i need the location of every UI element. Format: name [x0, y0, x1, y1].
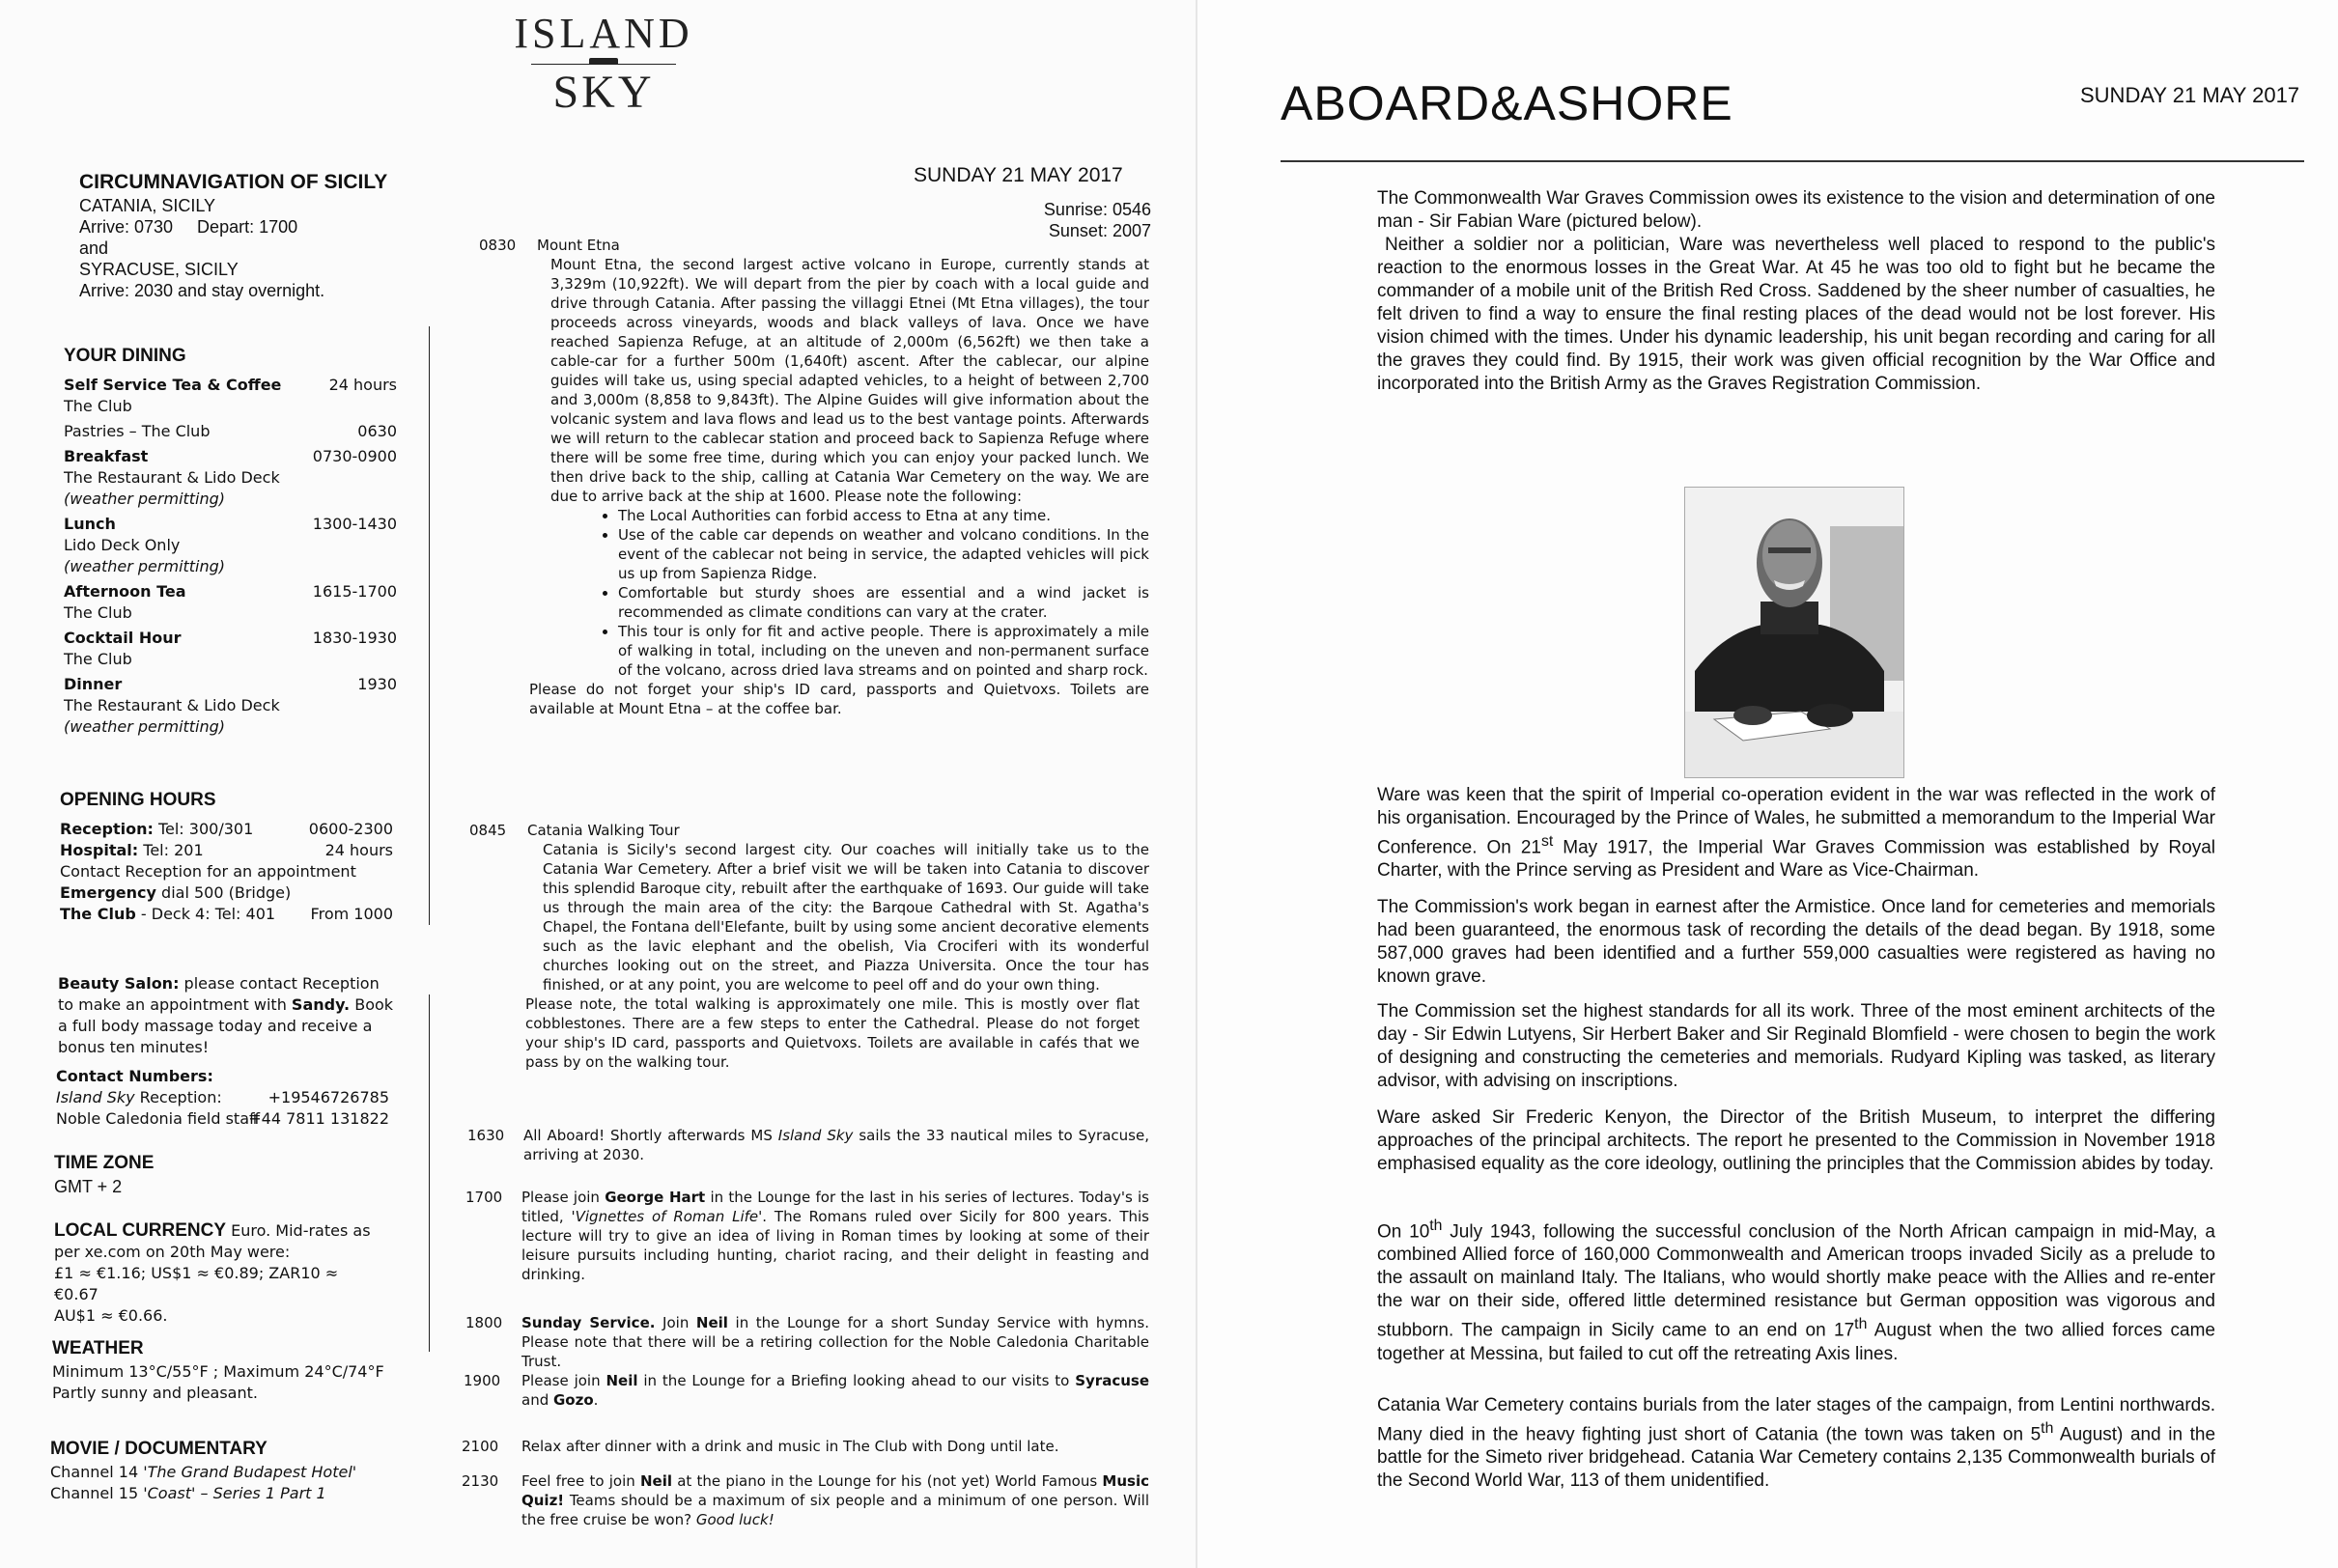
- movie-documentary: MOVIE / DOCUMENTARY Channel 14 'The Grand Budapest Hotel' Channel 15 'Coast' – Series 1 Part 1: [50, 1439, 357, 1502]
- dining-item-time: 24 hours: [328, 376, 397, 394]
- event-sunday-service: 1800 Sunday Service. Join Neil in the Lounge for a short Sunday Service with hymns. Please note that there will be a retiring collection for the Noble Caledonia Charitable Trust.: [465, 1314, 1150, 1370]
- local-currency: LOCAL CURRENCY Euro. Mid-rates as per xe.com on 20th May were: £1 ≈ €1.16; US$1 ≈ €0.89; ZAR10 ≈ €0.67 AU$1 ≈ €0.66.: [54, 1220, 371, 1325]
- dining-item: [64, 421, 397, 442]
- contact-reception-line: Contact Reception for an appointment: [60, 862, 356, 881]
- dining-list: [64, 375, 397, 738]
- dining-item-time: 0730-0900: [312, 447, 397, 465]
- dining-item-location: The Restaurant & Lido Deck: [64, 468, 280, 487]
- itinerary-title: CIRCUMNAVIGATION OF SICILY: [79, 171, 388, 193]
- dining-item-name: Afternoon Tea: [64, 582, 186, 601]
- dining-item-note: (weather permitting): [64, 717, 226, 736]
- etna-note-item: • Use of the cable car depends on weather and volcano conditions. In the event of the cablecar not being in service, the adapted vehicles will pick us up from Sapienza Ridge.: [618, 525, 1149, 583]
- dining-item-name: Breakfast: [64, 447, 149, 465]
- event-all-aboard: 1630 All Aboard! Shortly afterwards MS Island Sky sails the 33 nautical miles to Syracuse, arriving at 2030.: [467, 1127, 1149, 1163]
- masthead-rule: [1281, 160, 2304, 162]
- itinerary-and: and: [79, 238, 109, 258]
- opening-heading: OPENING HOURS: [60, 790, 216, 810]
- contact-numbers: Contact Numbers: Island Sky Reception: +19546726785 Noble Caledonia field staff +44 7811 131822: [56, 1067, 389, 1128]
- paragraph-intro: The Commonwealth War Graves Commission owes its existence to the vision and determination of one man - Sir Fabian Ware (pictured below).: [1377, 188, 2215, 232]
- dining-heading: YOUR DINING: [64, 346, 186, 366]
- programme-date: SUNDAY 21 MAY 2017: [914, 164, 1123, 186]
- paragraph-armistice: The Commission's work began in earnest after the Armistice. Once land for cemeteries and memorials had been guaranteed, the enormous task of recording the details of the dead began. By 1918, some 587,000 graves had been identified and a further 559,000 casualties were registered as having no known grave.: [1377, 897, 2215, 987]
- opening-section: [60, 790, 393, 925]
- ship-reception-number: Island Sky Reception: +19546726785: [56, 1088, 389, 1106]
- sun-times: Sunrise: 0546 Sunset: 2007: [1043, 200, 1151, 240]
- aboard-ashore-date: SUNDAY 21 MAY 2017: [2080, 83, 2300, 107]
- column-rule: [429, 326, 430, 925]
- dining-item-time: 1300-1430: [312, 515, 397, 533]
- event-mount-etna: 0830 Mount Etna Mount Etna, the second largest active volcano in Europe, currently stands at 3,329m (10,922ft). We will depart from the pier by coach with a local guide and drive through Catania. After passing the villaggi Etnei (Mt Etna villages), the tour proceeds across vineyards, woods and black valleys of lava. Once we have reached Sapienza Refuge, at an altitude of 2,000m (6,562ft) we then take a cable-car for a further 500m (1,640ft) ascent. After the cablecar, our alpine guides will take us, using special adapted vehicles, to a height of between 2,700 and 3,000m (8,858 to 9,843ft). The Alpine Guides will give information about the volcanic system and lava flows and lead us to the best vantage points. Afterwards we will return to the cablecar station and proceed back to Sapienza Refuge where there will be some free time, during which you can enjoy your packed lunch. We then drive back to the ship, calling at Catania War Cemetery on the way. We are due to arrive back at the ship at 1600. Please note the following: • The Local Authorities can forbid access to Etna at any time. • Use of the cable car depends on weather and volcano conditions. In the event of the cablecar not being in service, the adapted vehicles will pick us up from Sapienza Ridge. • Comfortable but sturdy shoes are essential and a wind jacket is recommended as climate conditions can vary at the crater. • This tour is only for fit and active people. There is approximately a mile of walking in total, including on the uneven and non-permanent surface of the volcano, across dried lava streams and on pointed and sharp rock. Please do not forget your ship's ID card, passports and Quietvoxs. Toilets are available at Mount Etna – at the coffee bar.: [454, 236, 1149, 718]
- paragraph-ware: Neither a soldier nor a politician, Ware was nevertheless well placed to respond to the public's reaction to the enormous losses in the Great War. At 45 he was too old to fight but he became the commander of a mobile unit of the British Red Cross. Saddened by the sheer number of casualties, he felt driven to find a way to ensure the final resting places of the dead would not be lost forever. His vision chimed with the times. Under his dynamic leadership, his unit began recording and caring for all the graves they could find. By 1915, their work was given official recognition by the War Office and incorporated into the British Army as the Graves Registration Commission.: [1377, 235, 2215, 394]
- dining-item-time: 1615-1700: [312, 582, 397, 601]
- dining-item-location: The Restaurant & Lido Deck: [64, 696, 280, 714]
- paragraph-standards: The Commission set the highest standards for all its work. Three of the most eminent architects of the day - Sir Edwin Lutyens, Sir Herbert Baker and Sir Reginald Blomfield - were chosen to begin the work of designing and constructing the cemeteries and memorials. Rudyard Kipling was tasked, as literary advisor, with advising on inscriptions.: [1377, 1001, 2215, 1091]
- field-staff-number: Noble Caledonia field staff +44 7811 131822: [56, 1109, 389, 1128]
- right-page: [1197, 0, 2338, 1568]
- itinerary-block: [79, 170, 446, 301]
- dining-item-location: The Club: [64, 650, 132, 668]
- fabian-ware-photo: [1684, 487, 1904, 778]
- event-music-quiz: 2130 Feel free to join Neil at the piano in the Lounge for his (not yet) World Famous Music Quiz! Teams should be a maximum of six people and a minimum of one person. Will the free cruise be won? Good luck!: [462, 1472, 1149, 1528]
- dining-item-note: (weather permitting): [64, 490, 226, 508]
- dining-item-name: Cocktail Hour: [64, 629, 182, 647]
- dining-item-note: (weather permitting): [64, 557, 226, 575]
- paragraph-catania-cemetery: Catania War Cemetery contains burials from the later stages of the campaign, from Lentini northwards. Many died in the heavy fighting just short of Catania (the town was taken on 5th August) and in the battle for the Simeto river bridgehead. Catania War Cemetery contains 2,135 Commonwealth burials of the Second World War, 113 of them unidentified.: [1377, 1395, 2216, 1492]
- event-walking-tour: 0845 Catania Walking Tour Catania is Sicily's second largest city. Our coaches will initially take us to the Catania War Cemetery. After a brief visit we will be taken into Catania to discover this splendid Baroque city, rebuilt after the earthquake of 1693. Our guide will take us through the main area of the city: the Barqoue Cathedral with St. Agatha's Chapel, the Fontana dell'Elefante, built by using some ancient decorative elements such as the lavic elephant and the obelish, Via Crociferi with its wonderful churches looking out on the street, and Piazza Universita. Once the tour has finished, or at any point, you are welcome to peel off and do your own thing. Please note, the total walking is approximately one mile. This is mostly over flat cobblestones. There are a few steps to enter the Cathedral. Please do not forget your ship's ID card, passports and Quietvoxs. Toilets are available in cafés that we pass by on the walking tour.: [469, 822, 1149, 1071]
- weather: WEATHER Minimum 13°C/55°F ; Maximum 24°C/74°F Partly sunny and pleasant.: [52, 1338, 384, 1402]
- club-row: The Club - Deck 4: Tel: 401 From 1000: [60, 905, 393, 923]
- dining-section: [64, 346, 397, 742]
- emergency-row: Emergency dial 500 (Bridge): [60, 883, 292, 902]
- reception-row: Reception: Tel: 300/301 0600-2300: [60, 820, 393, 838]
- event-relax: 2100 Relax after dinner with a drink and music in The Club with Dong until late.: [462, 1438, 1059, 1455]
- itinerary-arrive-2: Arrive: 2030 and stay overnight.: [79, 281, 325, 300]
- dining-item: [64, 628, 397, 670]
- dining-item: [64, 514, 397, 577]
- etna-note-item: • This tour is only for fit and active people. There is approximately a mile of walking in total, including on the uneven and non-permanent surface of the volcano, across dried lava streams and on pointed and sharp rock.: [618, 622, 1149, 680]
- dining-item-time: 1830-1930: [312, 629, 397, 647]
- itinerary-arrive-1: Arrive: 0730 Depart: 1700: [79, 217, 298, 237]
- column-rule-lower: [429, 994, 430, 1352]
- paragraph-imperial: Ware was keen that the spirit of Imperial co-operation evident in the war was reflected in the work of his organisation. Encouraged by the Prince of Wales, he submitted a memorandum to the Imperial War Conference. On 21st May 1917, the Imperial War Graves Commission was established by Royal Charter, with the Prince serving as President and Ware as Vice-Chairman.: [1377, 785, 2215, 882]
- paragraph-sicily-campaign: On 10th July 1943, following the successful conclusion of the North African campaign in mid-May, a combined Allied force of 160,000 Commonwealth and American troops invaded Sicily as a prelude to the assault on mainland Italy. The Italians, who would shortly make peace with the Allies and re-enter the war on their side, offered little determined resistance but German opposition was vigorous and stubborn. The campaign in Sicily came to an end on 17th August when the two allied forces came together at Messina, but failed to cut off the retreating Axis lines.: [1377, 1218, 2215, 1364]
- dining-item-time: 0630: [357, 422, 397, 440]
- dining-item-location: Lido Deck Only: [64, 536, 181, 554]
- dining-item-time: 1930: [357, 675, 397, 693]
- itinerary-port-2: SYRACUSE, SICILY: [79, 260, 239, 279]
- etna-note-item: • The Local Authorities can forbid access to Etna at any time.: [618, 506, 1149, 525]
- dining-item: [64, 446, 397, 510]
- etna-note-item: • Comfortable but sturdy shoes are essential and a wind jacket is recommended as climate conditions can vary at the crater.: [618, 583, 1149, 622]
- dining-item-location: The Club: [64, 603, 132, 622]
- hospital-row: Hospital: Tel: 201 24 hours: [60, 841, 393, 859]
- island-sky-logo: ISLAND SKY: [514, 10, 693, 118]
- event-briefing: 1900 Please join Neil in the Lounge for a Briefing looking ahead to our visits to Syracuse and Gozo.: [464, 1372, 1149, 1409]
- etna-notes-list: [599, 506, 1149, 680]
- time-zone: TIME ZONE GMT + 2: [54, 1153, 155, 1196]
- itinerary-port-1: CATANIA, SICILY: [79, 196, 216, 215]
- dining-item-name: Lunch: [64, 515, 116, 533]
- dining-item-name: Dinner: [64, 675, 123, 693]
- dining-item-location: The Club: [64, 397, 132, 415]
- paragraph-kenyon: Ware asked Sir Frederic Kenyon, the Director of the British Museum, to interpret the differing approaches of the principal architects. The report he presented to the Commission in November 1918 emphasised equality as the core ideology, outlining the principles that the Commission abides by today.: [1377, 1107, 2215, 1174]
- dining-item: [64, 375, 397, 417]
- portrait-illustration: [1685, 488, 1903, 777]
- ship-icon: [531, 58, 676, 68]
- dining-item: [64, 581, 397, 624]
- dining-item: [64, 674, 397, 738]
- dining-item-name: Pastries – The Club: [64, 422, 211, 440]
- event-lecture: 1700 Please join George Hart in the Lounge for the last in his series of lectures. Today's is titled, 'Vignettes of Roman Life'. The Romans ruled over Sicily for 800 years. This lecture will try to give an idea of living in Roman times by looking at some of their leisure pursuits including hunting, chariot racing, and their delight in feasting and drinking.: [465, 1189, 1149, 1283]
- beauty-salon: Beauty Salon: please contact Reception to make an appointment with Sandy. Book a full body massage today and receive a bonus ten minutes!: [58, 974, 394, 1056]
- dining-item-name: Self Service Tea & Coffee: [64, 376, 282, 394]
- aboard-ashore-masthead: ABOARD&ASHORE: [1281, 76, 1733, 130]
